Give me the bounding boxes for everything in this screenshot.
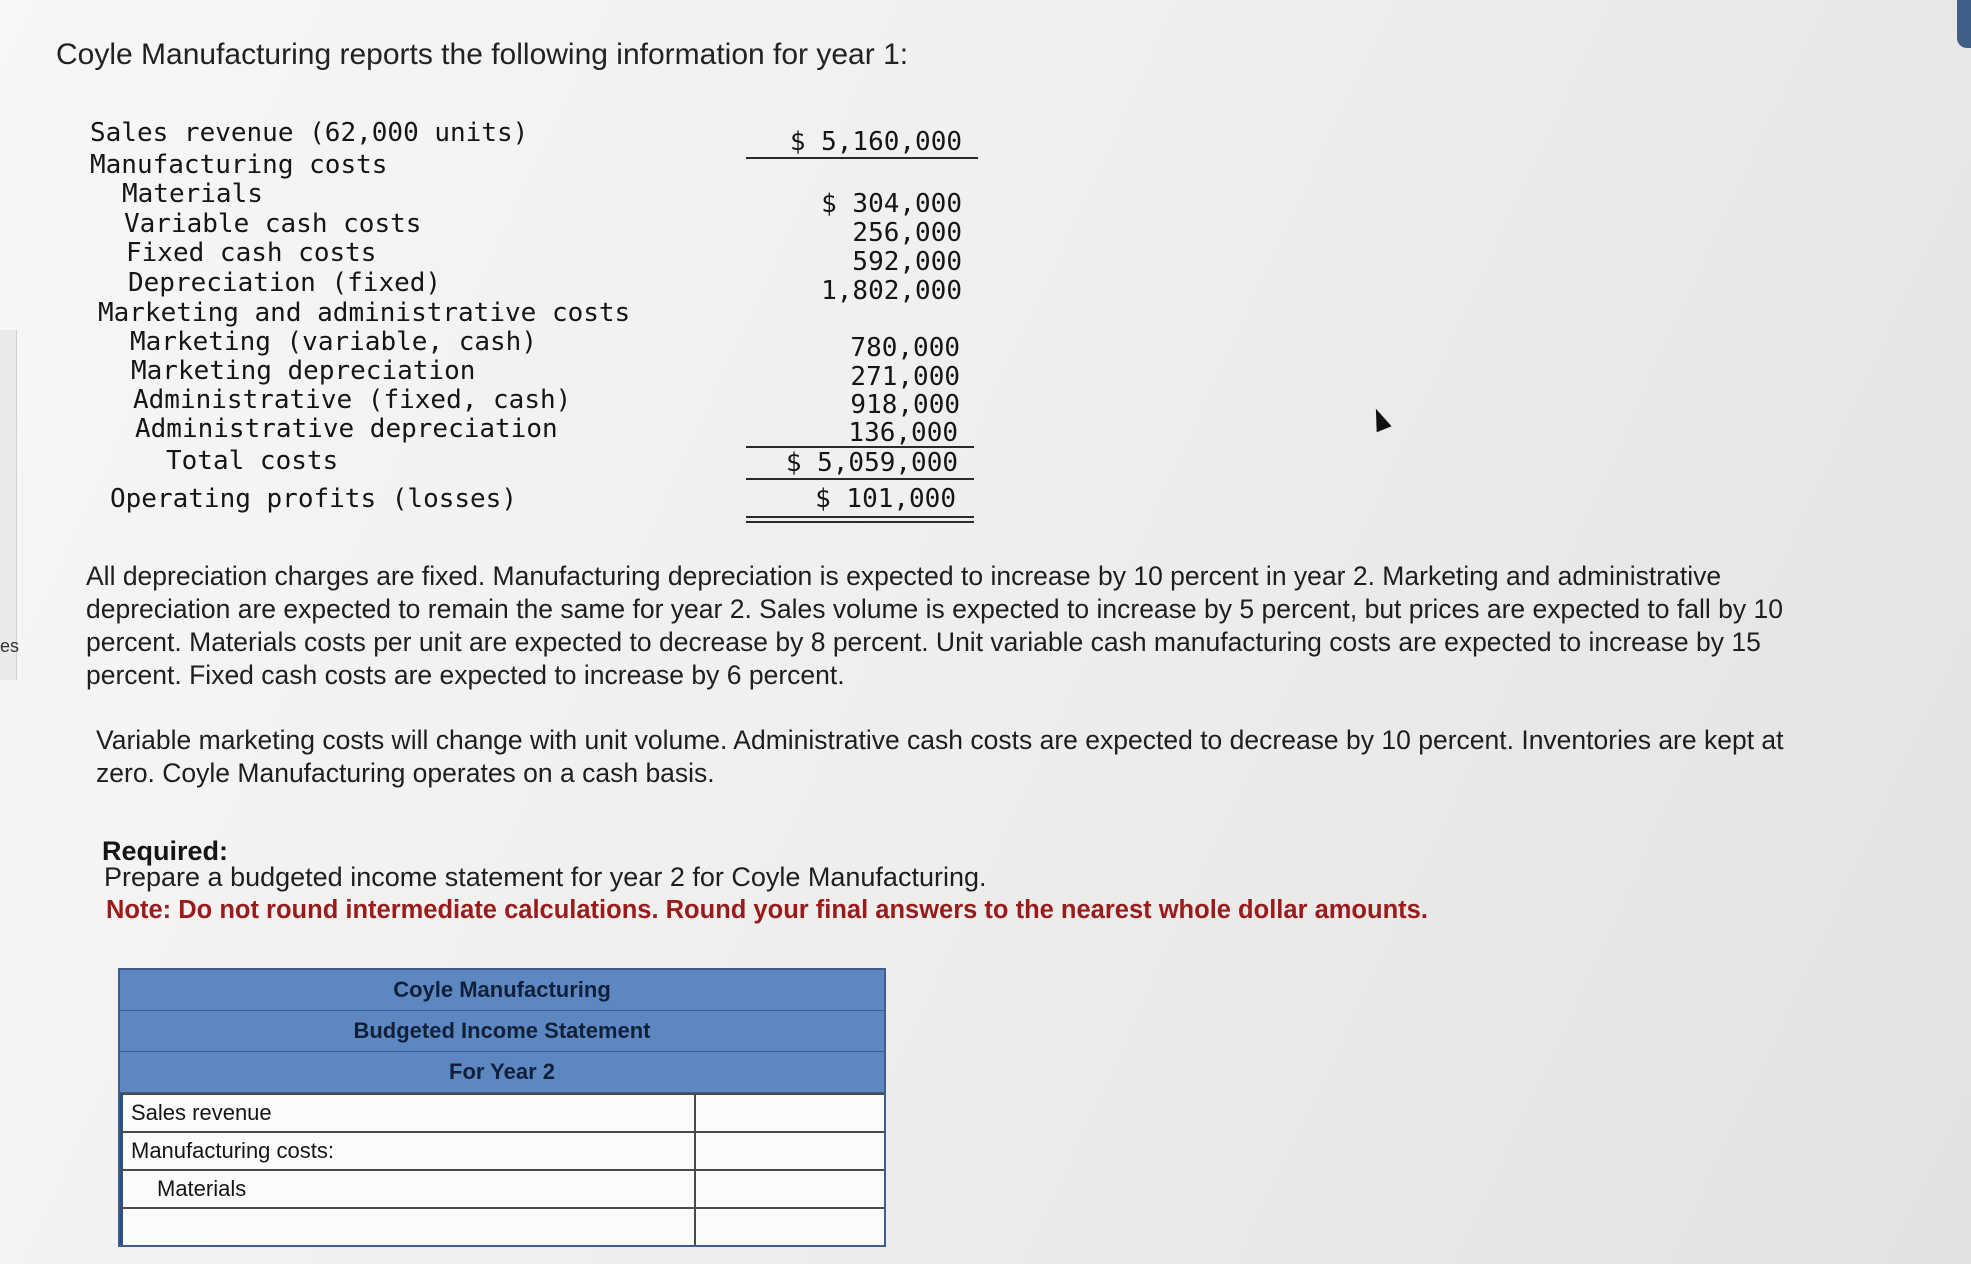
statement-title: Budgeted Income Statement: [120, 1011, 884, 1052]
manufacturing-costs-label: Manufacturing costs:: [120, 1133, 696, 1169]
admin-depreciation-label: Administrative depreciation: [135, 414, 558, 444]
statement-row-sales: [120, 1093, 884, 1131]
materials-input[interactable]: [696, 1171, 884, 1207]
marketing-variable-amount: 780,000: [850, 333, 960, 363]
rounding-note: Note: Do not round intermediate calculations. Round your final answers to the nearest whole dollar amounts.: [106, 896, 1428, 924]
statement-row-blank: [120, 1207, 884, 1245]
materials-label: Materials: [120, 1171, 696, 1207]
marketing-depreciation-amount: 271,000: [850, 362, 960, 392]
depreciation-fixed-amount: 1,802,000: [821, 276, 962, 306]
statement-row-materials: [120, 1169, 884, 1207]
blank-row-input[interactable]: [696, 1209, 884, 1245]
operating-profits-amount: $ 101,000: [815, 484, 956, 514]
admin-fixed-amount: 918,000: [850, 390, 960, 420]
admin-depreciation-amount: 136,000: [848, 418, 958, 448]
statement-row-manufacturing: [120, 1131, 884, 1169]
mouse-cursor-icon: [1368, 406, 1391, 432]
total-costs-label: Total costs: [166, 446, 339, 476]
statement-company: Coyle Manufacturing: [120, 970, 884, 1011]
sales-rule: [746, 157, 978, 159]
corner-accent: [1957, 0, 1971, 48]
depreciation-fixed-label: Depreciation (fixed): [128, 268, 442, 298]
assumptions-paragraph: All depreciation charges are fixed. Manufacturing depreciation is expected to increase by 10 percent in year 2. Marketing and administrative depreciation are expected to remain the same for year 2. Sales volume is expected to increase by 5 percent, but prices are expected to fall by 10 percent. Materials costs per unit are expected to decrease by 8 percent. Unit variable cash manufacturing costs are expected to increase by 15 percent. Fixed cash costs are expected to increase by 6 percent.: [86, 561, 1783, 690]
admin-fixed-label: Administrative (fixed, cash): [133, 385, 572, 415]
required-title: Required:: [102, 836, 229, 866]
variable-cash-label: Variable cash costs: [124, 209, 422, 239]
marketing-depreciation-label: Marketing depreciation: [131, 356, 476, 386]
budgeted-income-statement: [118, 968, 886, 1247]
sales-label: Sales revenue (62,000 units): [90, 118, 529, 148]
materials-label: Materials: [122, 179, 263, 209]
fixed-cash-amount: 592,000: [852, 247, 962, 277]
fixed-cash-label: Fixed cash costs: [126, 238, 377, 268]
marketing-variable-label: Marketing (variable, cash): [130, 327, 537, 357]
blank-row-label[interactable]: [120, 1209, 696, 1245]
problem-heading: Coyle Manufacturing reports the following information for year 1:: [56, 38, 909, 71]
profit-double-rule-bottom: [746, 521, 974, 523]
total-costs-rule: [746, 478, 974, 480]
total-costs-amount: $ 5,059,000: [785, 448, 958, 478]
manufacturing-costs-input[interactable]: [696, 1133, 884, 1169]
variable-cash-amount: 256,000: [852, 218, 962, 248]
marketing-admin-paragraph: Variable marketing costs will change with unit volume. Administrative cash costs are expected to decrease by 10 percent. Inventories are kept at zero. Coyle Manufacturing operates on a cash basis.: [96, 725, 1784, 788]
sales-amount: $ 5,160,000: [789, 127, 962, 157]
profit-double-rule-top: [746, 516, 974, 518]
sales-revenue-label: Sales revenue: [120, 1095, 696, 1131]
required-text: Prepare a budgeted income statement for year 2 for Coyle Manufacturing.: [104, 862, 987, 892]
marketing-admin-header: Marketing and administrative costs: [98, 298, 631, 328]
operating-profits-label: Operating profits (losses): [110, 484, 517, 514]
materials-amount: $ 304,000: [821, 189, 962, 219]
statement-period: For Year 2: [120, 1052, 884, 1093]
side-panel-fragment: es: [0, 636, 20, 656]
sales-revenue-input[interactable]: [696, 1095, 884, 1131]
manufacturing-header: Manufacturing costs: [90, 150, 388, 180]
